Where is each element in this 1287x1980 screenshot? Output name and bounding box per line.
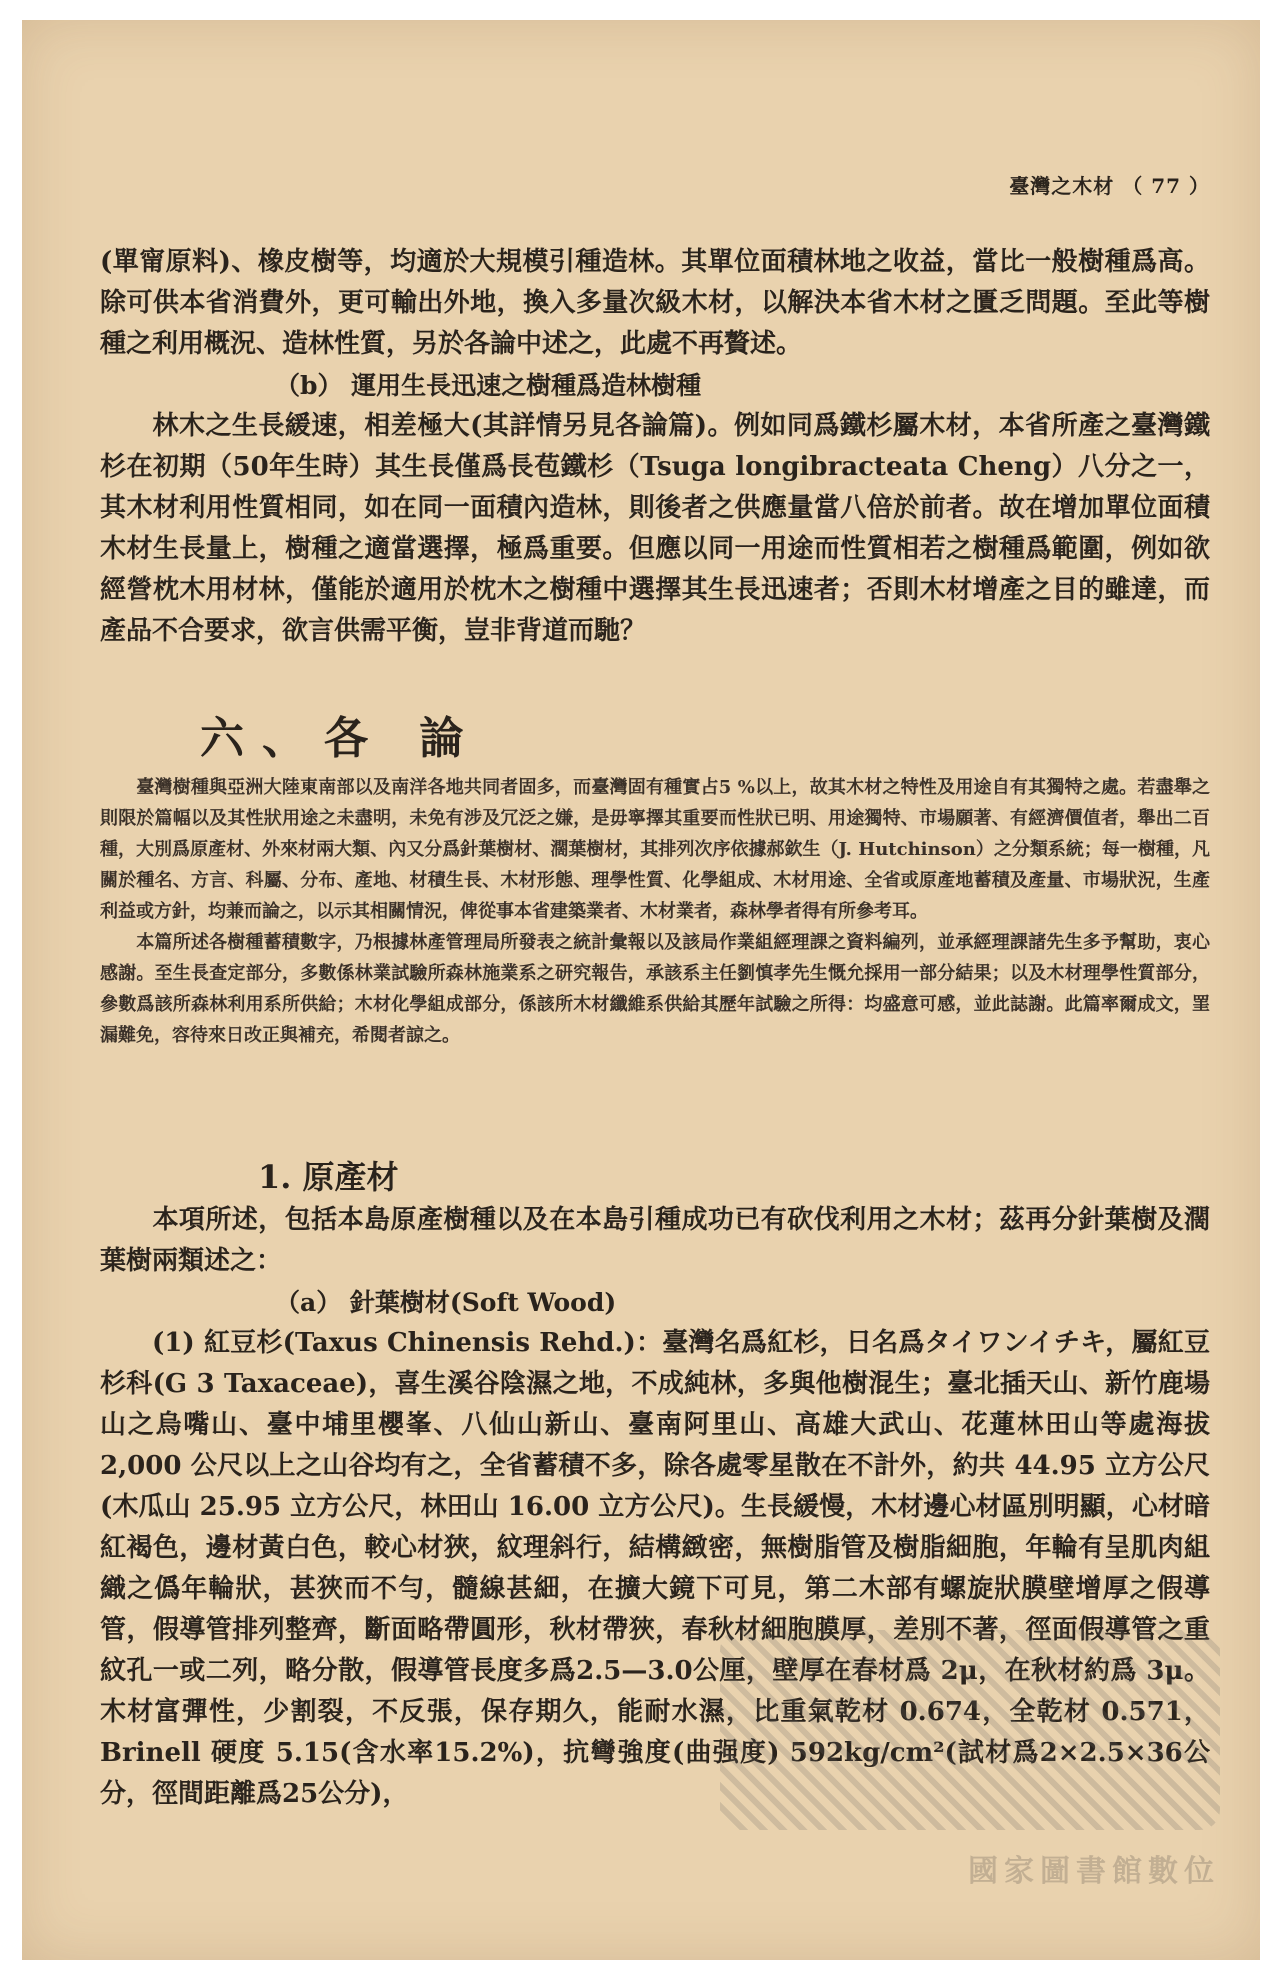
- document-page: [22, 20, 1260, 1960]
- paragraph-1: (單甯原料)、橡皮樹等，均適於大規模引種造林。其單位面積林地之收益，當比一般樹種爲高。除可供本省消費外，更可輸出外地，換入多量次級木材，以解決本省木材之匱乏問題。至此等樹種之利用概況、造林性質，另於各論中述之，此處不再贅述。: [100, 247, 1210, 359]
- intro-paragraph-1-text: 臺灣樹種與亞洲大陸東南部以及南洋各地共同者固多，而臺灣固有種實占5 %以上，故其木材之特性及用途自有其獨特之處。若盡舉之則限於篇幅以及其性狀用途之未盡明，未免有涉及冗泛之嫌，是毋寧擇其重要而性狀已明、用途獨特、市場願著、有經濟價值者，舉出二百種，大別爲原產材、外來材兩大類、內又分爲針葉樹材、濶葉樹材，其排列次序依據郝欽生（J. Hutchinson）之分類系統；每一樹種，凡關於種名、方言、科屬、分布、產地、材積生長、木材形態、理學性質、化學組成、木材用途、全省或原產地蓄積及產量、市場狀況，生產利益或方針，均兼而論之，以示其相關情況，俾從事本省建築業者、木材業者，森林學者得有所參考耳。: [100, 777, 1210, 922]
- intro-paragraph-1: [100, 772, 1210, 927]
- body-section-top: [100, 242, 1210, 652]
- heading-original-wood: 1. 原產材: [258, 1158, 399, 1196]
- library-watermark: [720, 1630, 1220, 1890]
- paragraph-3-text: 本項所述，包括本島原產樹種以及在本島引種成功已有砍伐利用之木材；茲再分針葉樹及濶葉樹兩類述之：: [100, 1205, 1210, 1276]
- intro-notes: [100, 772, 1210, 1051]
- intro-paragraph-2: [100, 927, 1210, 1051]
- paragraph-4-text: (1) 紅豆杉(Taxus Chinensis Rehd.)：臺灣名爲紅杉，日名爲タイワンイチキ，屬紅豆杉科(G 3 Taxaceae)，喜生溪谷陰濕之地，不成純林，多與他樹混生；臺北插天山、新竹鹿場山之烏嘴山、臺中埔里櫻峯、八仙山新山、臺南阿里山、高雄大武山、花蓮林田山等處海拔 2,000 公尺以上之山谷均有之，全省蓄積不多，除各處零星散在不計外，約共 44.95 立方公尺(木瓜山 25.95 立方公尺，林田山 16.00 立方公尺)。生長緩慢，木材邊心材區別明顯，心材暗紅褐色，邊材黃白色，較心材狹，紋理斜行，結構緻密，無樹脂管及樹脂細胞，年輪有呈肌肉組織之僞年輪狀，甚狹而不勻，髓線甚細，在擴大鏡下可見，第二木部有螺旋狀膜壁增厚之假導管，假導管排列整齊，斷面略帶圓形，秋材帶狹，春秋材細胞膜厚，差別不著，徑面假導管之重紋孔一或二列，略分散，假導管長度多爲2.5—3.0公厘，壁厚在春材爲 2μ，在秋材約爲 3μ。木材富彈性，少割裂，不反張，保存期久，能耐水濕，比重氣乾材 0.674，全乾材 0.571，Brinell 硬度 5.15(含水率15.2%)，抗彎強度(曲强度) 592kg/cm²(試材爲2×2.5×36公分，徑間距離爲25公分)，: [100, 1328, 1210, 1809]
- section-title: 六、各 論: [200, 713, 482, 764]
- running-header: 臺灣之木材 （ 77 ）: [1009, 174, 1210, 198]
- subheading-b: （b） 運用生長迅速之樹種爲造林樹種: [275, 371, 702, 400]
- watermark-logo-icon: [720, 1630, 1220, 1830]
- paragraph-2: [100, 406, 1210, 652]
- subheading-a: （a） 針葉樹材(Soft Wood): [275, 1288, 617, 1317]
- watermark-text: 國家圖書館數位: [968, 1854, 1220, 1889]
- intro-paragraph-2-text: 本篇所述各樹種蓄積數字，乃根據林產管理局所發表之統計彙報以及該局作業組經理課之資料編列，並承經理課諸先生多予幫助，衷心感謝。至生長查定部分，多數係林業試驗所森林施業系之研究報告，承該系主任劉慎孝先生慨允採用一部分結果；以及木材理學性質部分，參數爲該所森林利用系所供給；木材化學組成部分，係該所木材纖維系供給其歷年試驗之所得：均盛意可感，並此誌謝。此篇率爾成文，罣漏難免，容待來日改正與補充，希閱者諒之。: [100, 932, 1210, 1046]
- paragraph-2-text: 林木之生長緩速，相差極大(其詳情另見各論篇)。例如同爲鐵杉屬木材，本省所產之臺灣鐵杉在初期（50年生時）其生長僅爲長苞鐵杉（Tsuga longibracteata Cheng）八分之一，其木材利用性質相同，如在同一面積內造林，則後者之供應量當八倍於前者。故在增加單位面積木材生長量上，樹種之適當選擇，極爲重要。但應以同一用途而性質相若之樹種爲範圍，例如欲經營枕木用材林，僅能於適用於枕木之樹種中選擇其生長迅速者；否則木材增產之目的雖達，而產品不合要求，欲言供需平衡，豈非背道而馳？: [100, 411, 1210, 646]
- paragraph-3: [100, 1200, 1210, 1282]
